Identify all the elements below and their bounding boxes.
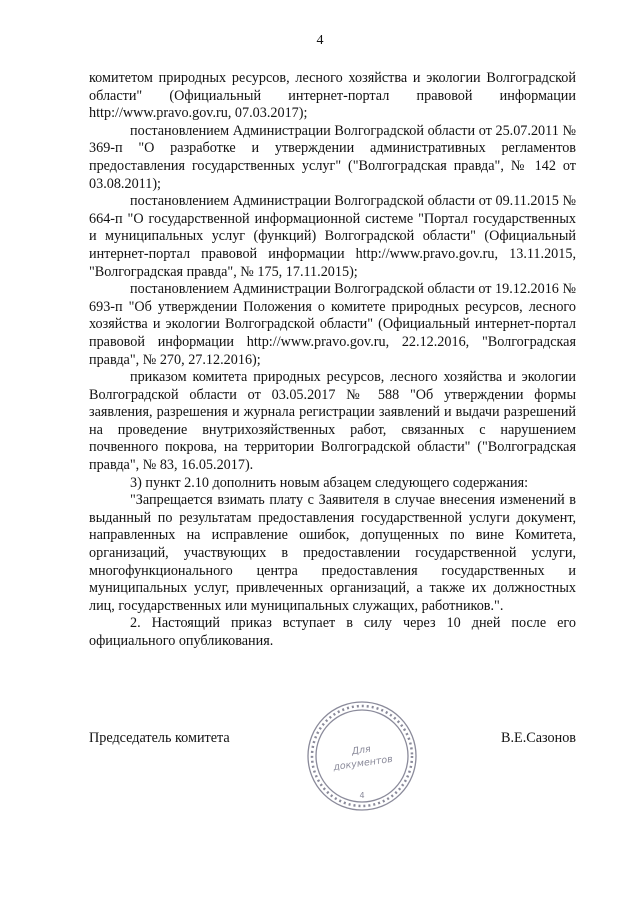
paragraph-order-588: приказом комитета природных ресурсов, лесного хозяйства и экологии Волгоградской области от 03.05.2017 № 588 "Об утверждении формы заявления, разрешения и журнала регистрации заявлений и выдачи разрешений на проведение внутрихозяйственных работ, связанных с нарушением почвенного покрова, на территории Волгоградской области" ("Волгоградская правда", № 83, 16.05.2017). [89, 369, 576, 474]
paragraph-resolution-693: постановлением Администрации Волгоградской области от 19.12.2016 № 693-п "Об утверждении Положения о комитете природных ресурсов, лесного хозяйства и экологии Волгоградской области" (Официальный интернет-портал правовой информации http://www.pravo.gov.ru, 22.12.2016, "Волгоградская правда", № 270, 27.12.2016); [89, 281, 576, 368]
paragraph-new-clause: "Запрещается взимать плату с Заявителя в случае внесения изменений в выданный по результатам предоставления государственной услуги документ, направленных на исправление ошибок, допущенных по вине Комитета, организаций, участвующих в предоставлении государственной услуги, многофункционального центра предоставления государственных и муниципальных услуг, привлеченных организаций, а также их должностных лиц, государственных или муниципальных служащих, работников.". [89, 492, 576, 614]
signatory-name: В.Е.Сазонов [501, 730, 576, 746]
paragraph-resolution-369: постановлением Администрации Волгоградской области от 25.07.2011 № 369-п "О разработке и утверждении административных регламентов предоставления государственных услуг" ("Волгоградская правда", № 142 от 03.08.2011); [89, 122, 576, 192]
page-number: 4 [316, 33, 324, 48]
stamp-label-line1: Для [350, 743, 372, 758]
stamp-inner-ring [316, 710, 408, 802]
paragraph-resolution-664: постановлением Администрации Волгоградской области от 09.11.2015 № 664-п "О государственной информационной системе "Портал государственных и муниципальных услуг (функций) Волгоградской области" (Официальный интернет-портал правовой информации http://www.pravo.gov.ru, 13.11.2015, "Волгоградская правда", № 175, 17.11.2015); [89, 193, 576, 280]
stamp-number: 4 [359, 791, 365, 800]
stamp-label-line2: документов [332, 753, 394, 774]
paragraph-item-3: 3) пункт 2.10 дополнить новым абзацем следующего содержания: [130, 474, 529, 491]
official-stamp [302, 696, 422, 816]
signatory-title: Председатель комитета [89, 730, 230, 746]
paragraph-continuation: комитетом природных ресурсов, лесного хозяйства и экологии Волгоградской области" (Официальный интернет-портал правовой информации http://www.pravo.gov.ru, 07.03.2017); [89, 70, 576, 122]
document-body [89, 70, 576, 651]
paragraph-effective-date: 2. Настоящий приказ вступает в силу через 10 дней после его официального опубликования. [89, 615, 576, 649]
